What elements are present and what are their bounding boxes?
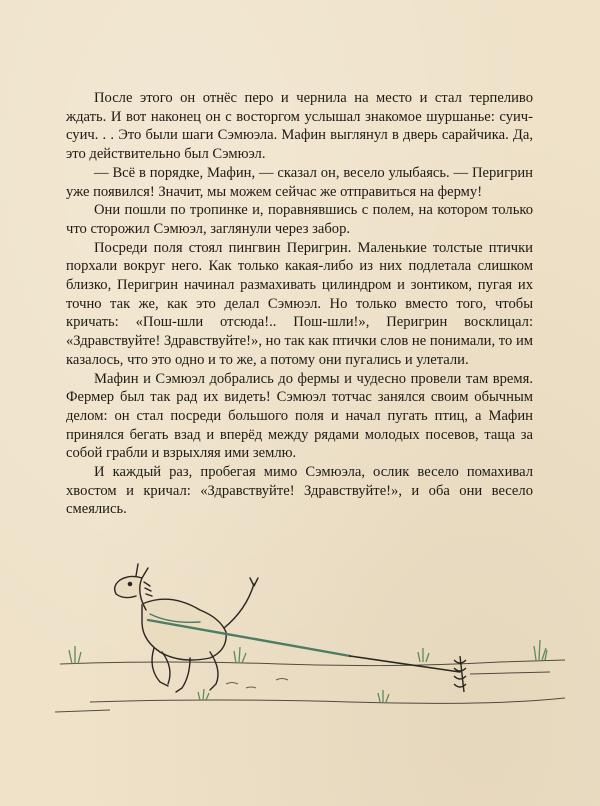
story-text [66,89,533,519]
rake-head [454,656,466,692]
donkey-illustration [50,552,570,732]
paragraph-4: Посреди поля стоял пингвин Перигрин. Маленькие толстые птички порхали вокруг него. Как только какая-либо из них подлетала слишком близко, Перигрин начинал размахивать цилиндром и зонтиком, пугая их точно так же, как это делал Сэмюэл. Но только вместо того, чтобы кричать: «Пош-шли отсюда!.. Пош-шли!», Перигрин восклицал: «Здравствуйте! Здравствуйте!», но так как птички слов не понимали, то им казалось, что это одно и то же, а потому они пугались и улетали. [66,239,533,368]
paragraph-5: Мафин и Сэмюэл добрались до фермы и чудесно провели там время. Фермер был так рад их видеть! Сэмюэл тотчас занялся своим обычным делом: он стал посреди большого поля и начал пугать птиц, а Мафин принялся бегать взад и вперёд между рядами молодых посевов, таща за собой грабли и взрыхляя ими землю. [66,370,533,462]
ground-lines [55,660,565,712]
paragraph-3: Они пошли по тропинке и, поравнявшись с полем, на котором только что сторожил Сэмюэл, заглянули через забор. [66,202,533,237]
paragraph-1: После этого он отнёс перо и чернила на место и стал терпеливо ждать. И вот наконец он с восторгом услышал знакомое шуршанье: суич-суич. . . Это были шаги Сэмюэла. Мафин выглянул в дверь сарайчика. Да, это действительно был Сэмюэл. [66,90,533,163]
paragraph-2: — Всё в порядке, Мафин, — сказал он, весело улыбаясь. — Перигрин уже появился! Значит, мы можем сейчас же отправиться на ферму! [66,164,533,200]
dust-marks [226,679,288,689]
paragraph-6: И каждый раз, пробегая мимо Сэмюэла, ослик весело помахивал хвостом и кричал: «Здравствуйте! Здравствуйте!», и оба они весело смеялись. [66,464,533,518]
